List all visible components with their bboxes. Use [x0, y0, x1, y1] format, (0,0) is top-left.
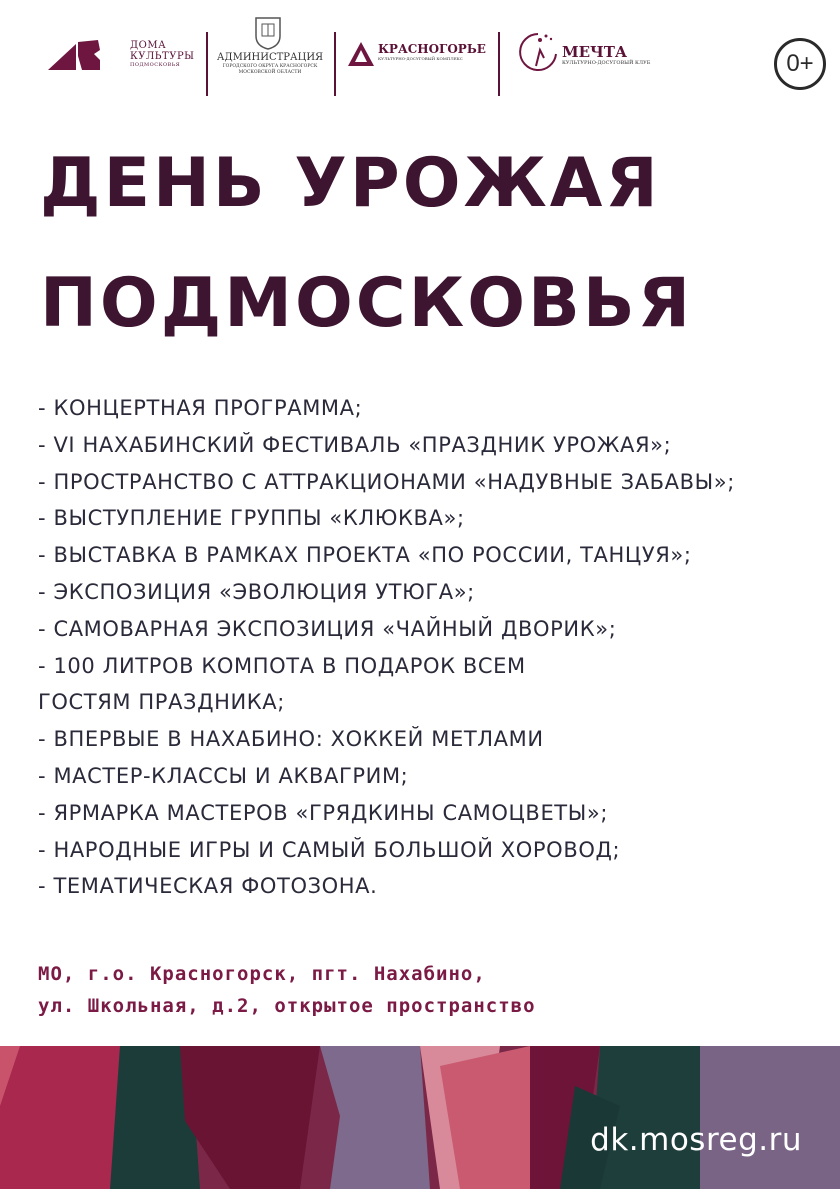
krasnogorye-mark-icon — [348, 42, 374, 66]
logo3-sub: КУЛЬТУРНО-ДОСУГОВЫЙ КОМПЛЕКС — [378, 56, 463, 61]
logo1-line3: ПОДМОСКОВЬЯ — [130, 62, 181, 68]
program-item: - ВЫСТАВКА В РАМКАХ ПРОЕКТА «ПО РОССИИ, ТАНЦУЯ»; — [38, 543, 692, 568]
logo1-line1: ДОМА — [130, 40, 167, 51]
program-item: - ВПЕРВЫЕ В НАХАБИНО: ХОККЕЙ МЕТЛАМИ — [38, 727, 544, 752]
logo2-line3: МОСКОВСКОЙ ОБЛАСТИ — [238, 70, 302, 75]
title-line-2: ПОДМОСКОВЬЯ — [40, 264, 694, 343]
address-line-2: ул. Школьная, д.2, открытое пространство — [38, 995, 536, 1017]
logo1-line2: КУЛЬТУРЫ — [130, 51, 195, 62]
logo-separator — [498, 32, 500, 96]
title-line-1: ДЕНЬ УРОЖАЯ — [40, 144, 661, 223]
website-link[interactable]: dk.mosreg.ru — [590, 1122, 802, 1158]
program-item: - МАСТЕР-КЛАССЫ И АКВАГРИМ; — [38, 763, 409, 788]
age-rating-badge: 0+ — [774, 38, 826, 90]
logo-administration — [214, 14, 326, 84]
logo-doma-kultury — [46, 14, 196, 84]
program-item: - ЭКСПОЗИЦИЯ «ЭВОЛЮЦИЯ УТЮГА»; — [38, 579, 475, 604]
coat-of-arms-icon — [254, 16, 282, 50]
partner-logos — [46, 14, 836, 84]
program-item: - ПРОСТРАНСТВО С АТТРАКЦИОНАМИ «НАДУВНЫЕ ЗАБАВЫ»; — [38, 469, 735, 494]
program-item: - КОНЦЕРТНАЯ ПРОГРАММА; — [38, 396, 363, 420]
event-address — [38, 958, 536, 1022]
mechta-mark-icon — [516, 30, 558, 76]
program-item: - 100 ЛИТРОВ КОМПОТА В ПОДАРОК ВСЕМ — [38, 653, 526, 678]
program-item: - ТЕМАТИЧЕСКАЯ ФОТОЗОНА. — [38, 874, 378, 899]
logo3-name: КРАСНОГОРЬЕ — [378, 42, 486, 56]
doma-kultury-mark-icon — [48, 40, 108, 80]
logo4-sub: КУЛЬТУРНО-ДОСУГОВЫЙ КЛУБ — [562, 60, 651, 66]
address-line-1: МО, г.о. Красногорск, пгт. Нахабино, — [38, 963, 486, 985]
program-item: - ВЫСТУПЛЕНИЕ ГРУППЫ «КЛЮКВА»; — [38, 506, 465, 531]
program-list — [38, 390, 828, 905]
program-item: - САМОВАРНАЯ ЭКСПОЗИЦИЯ «ЧАЙНЫЙ ДВОРИК»; — [38, 616, 617, 641]
footer-pattern — [0, 1046, 840, 1189]
logo-krasnogorye — [346, 14, 494, 84]
logo-separator — [206, 32, 208, 96]
program-item: ГОСТЯМ ПРАЗДНИКА; — [38, 690, 285, 715]
logo4-name: МЕЧТА — [562, 43, 628, 61]
logo2-line1: АДМИНИСТРАЦИЯ — [216, 52, 324, 63]
program-item: - VI НАХАБИНСКИЙ ФЕСТИВАЛЬ «ПРАЗДНИК УРОЖАЯ»; — [38, 432, 672, 457]
program-item: - ЯРМАРКА МАСТЕРОВ «ГРЯДКИНЫ САМОЦВЕТЫ»; — [38, 800, 608, 825]
logo2-line2: ГОРОДСКОГО ОКРУГА КРАСНОГОРСК — [222, 64, 318, 69]
program-item: - НАРОДНЫЕ ИГРЫ И САМЫЙ БОЛЬШОЙ ХОРОВОД; — [38, 837, 621, 862]
logo-mechta — [516, 14, 676, 84]
logo-separator — [334, 32, 336, 96]
